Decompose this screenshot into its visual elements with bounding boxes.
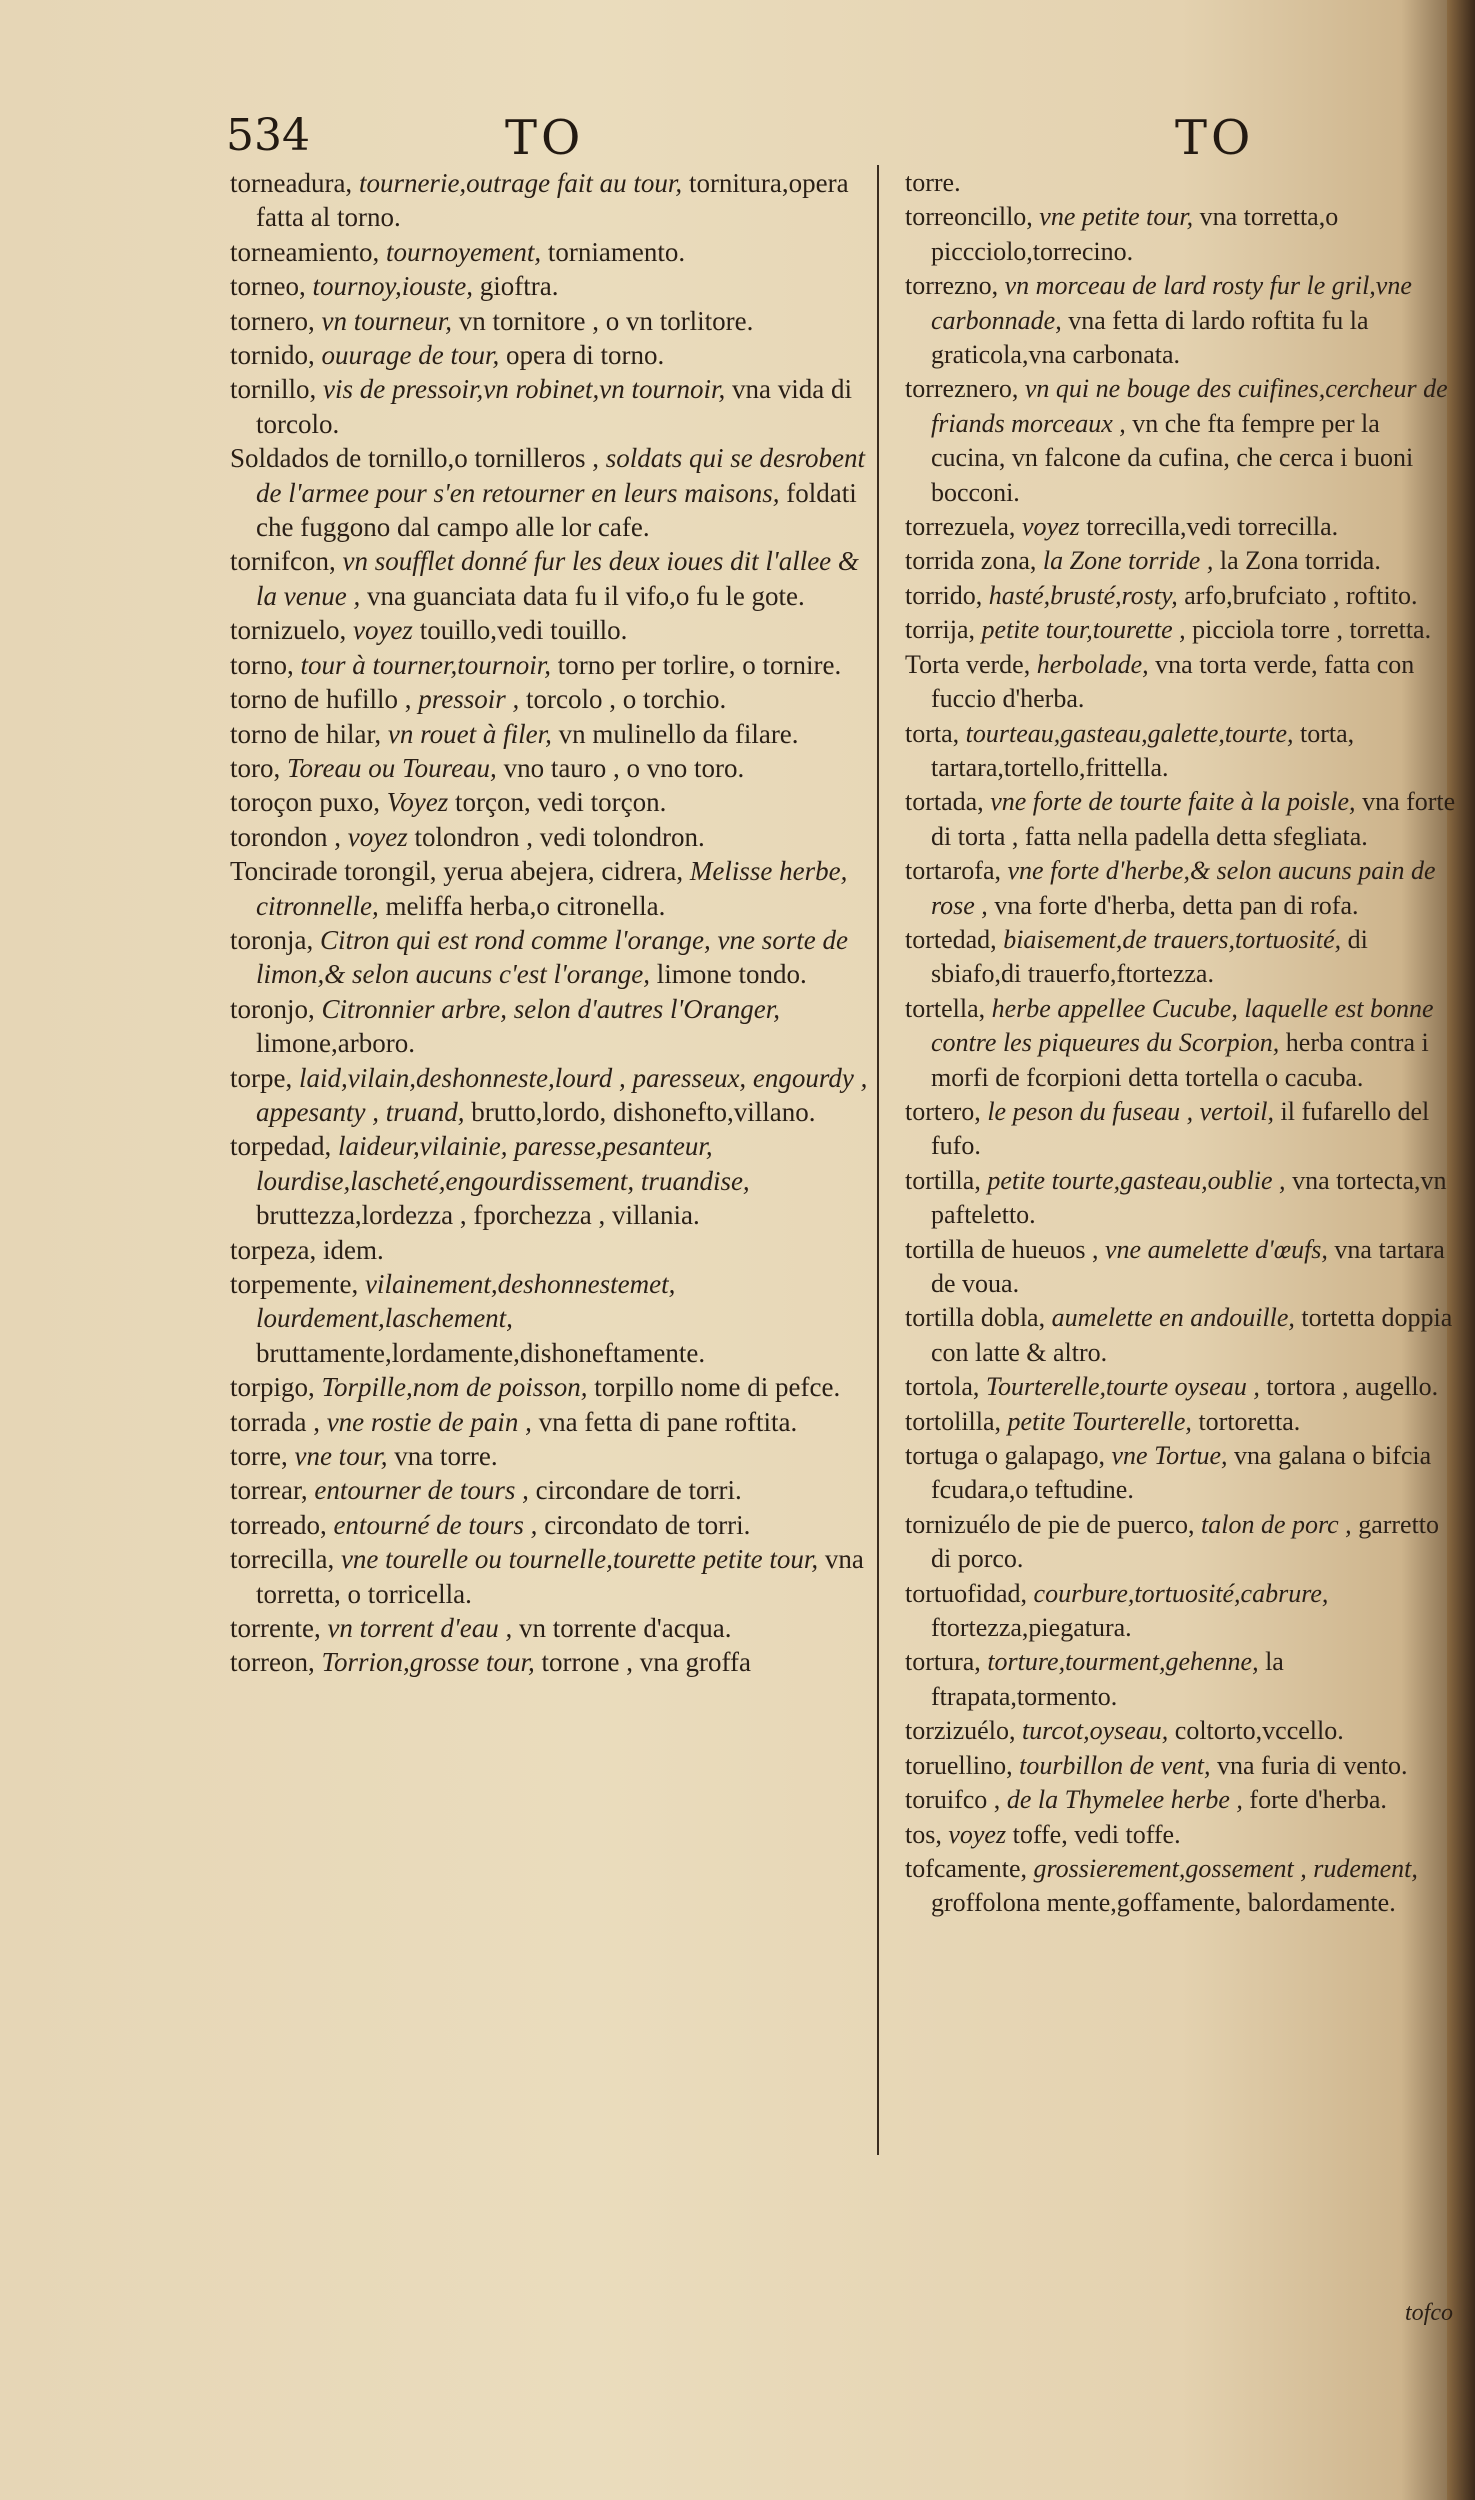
entry-headword: torrente, <box>230 1613 321 1644</box>
entry-italian: vn mulinello da filare. <box>558 718 799 749</box>
dictionary-entry <box>230 1233 870 1267</box>
entry-italian: torta, tartara,tortello,frittella. <box>931 718 1355 782</box>
entry-french: tournoyement, <box>385 236 542 267</box>
entry-italian: toffe, vedi toffe. <box>1012 1819 1181 1849</box>
entry-italian: ftortezza,piegatura. <box>931 1613 1132 1643</box>
entry-italian: la ftrapata,tormento. <box>931 1647 1284 1711</box>
entry-headword: tos, <box>905 1819 942 1849</box>
entry-french: pressoir , <box>418 684 520 715</box>
entry-headword: torrear, <box>230 1475 308 1506</box>
catchword: tofco <box>1405 2300 1453 2326</box>
entry-french: vne aumelette d'œufs, <box>1105 1234 1328 1264</box>
entry-french: laid,vilain,deshonneste,lourd , paresseux, engourdy , appesanty , truand, <box>256 1062 868 1127</box>
entry-headword: toruellino, <box>905 1750 1013 1780</box>
entry-headword: toroçon puxo, <box>230 787 380 818</box>
entry-headword: torno de hilar, <box>230 718 382 749</box>
entry-headword: torrida zona, <box>905 546 1037 576</box>
entry-headword: torneamiento, <box>230 236 380 267</box>
dictionary-entry <box>230 717 870 751</box>
dictionary-entry <box>230 441 870 544</box>
dictionary-entry <box>905 1852 1460 1921</box>
entry-italian: vna forte d'herba, detta pan di rofa. <box>994 890 1359 920</box>
entry-french: voyez <box>352 615 413 646</box>
dictionary-entry <box>905 200 1460 269</box>
dictionary-entry <box>905 510 1460 544</box>
entry-italian: bruttezza,lordezza , fporchezza , villania. <box>256 1200 700 1231</box>
entry-italian: vna galana o bifcia fcudara,o teftudine. <box>931 1441 1432 1505</box>
entry-italian: torrecilla,vedi torrecilla. <box>1086 512 1339 542</box>
entry-headword: torzizuélo, <box>905 1716 1016 1746</box>
entry-italian: meliffa herba,o citronella. <box>385 890 666 921</box>
entry-italian: coltorto,vccello. <box>1174 1716 1344 1746</box>
dictionary-entry <box>905 1439 1460 1508</box>
entry-italian: brutto,lordo, dishonefto,villano. <box>471 1096 816 1127</box>
entry-italian: torcolo , o torchio. <box>526 684 727 715</box>
dictionary-entry <box>230 648 870 682</box>
entry-french: ouurage de tour, <box>321 340 500 371</box>
entry-french: vilainement,deshonnestemet, lourdement,laschement, <box>256 1269 676 1334</box>
entry-italian: limone tondo. <box>656 959 807 990</box>
entry-french: hasté,brusté,rosty, <box>988 580 1178 610</box>
entry-french: tourbillon de vent, <box>1019 1750 1211 1780</box>
dictionary-entry <box>230 1405 870 1439</box>
entry-headword: tortuga o galapago, <box>905 1441 1105 1471</box>
entry-headword: torrezuela, <box>905 512 1016 542</box>
entry-headword: tornido, <box>230 340 315 371</box>
entry-french: herbe appellee Cucube, laquelle est bonne contre les piqueures du Scorpion, <box>931 993 1434 1058</box>
entry-italian: torniamento. <box>547 236 686 267</box>
dictionary-entry <box>230 166 870 235</box>
dictionary-entry <box>230 613 870 647</box>
entry-french: vne petite tour, <box>1039 202 1194 232</box>
entry-headword: tortilla dobla, <box>905 1303 1046 1333</box>
entry-headword: torpemente, <box>230 1269 359 1299</box>
entry-headword: tornizuélo de pie de puerco, <box>905 1509 1195 1539</box>
entry-headword: torneo, <box>230 271 306 302</box>
entry-headword: Torta verde, <box>905 649 1031 679</box>
entry-italian: tornitura,opera fatta al torno. <box>256 168 849 233</box>
entry-french: tournoy,iouste, <box>312 271 473 302</box>
entry-italian: garretto di porco. <box>931 1509 1440 1574</box>
entry-headword: tortola, <box>905 1372 980 1402</box>
entry-italian: torno per torlire, o tornire. <box>557 649 842 680</box>
entry-italian: vna torre. <box>394 1441 498 1472</box>
entry-headword: Toncirade torongil, yerua abejera, cidrera, <box>230 856 684 887</box>
entry-headword: toro, <box>230 752 281 783</box>
dictionary-entry <box>230 1542 870 1611</box>
entry-french: turcot,oyseau, <box>1021 1716 1169 1746</box>
entry-french: tour à tourner,tournoir, <box>300 649 552 680</box>
entry-italian: vna torretta, o torricella. <box>256 1544 864 1609</box>
entry-headword: torrada , <box>230 1406 320 1437</box>
dictionary-entry <box>905 992 1460 1095</box>
entry-headword: torno, <box>230 649 294 680</box>
entry-italian: tortora , augello. <box>1266 1372 1439 1402</box>
entry-headword: tortilla de hueuos , <box>905 1234 1099 1264</box>
entry-italian: circondare de torri. <box>535 1475 742 1506</box>
right-column <box>905 166 1460 1921</box>
entry-italian: vna forte di torta , fatta nella padella detta sfegliata. <box>931 787 1456 851</box>
entry-french: de la Thymelee herbe , <box>1006 1785 1243 1815</box>
entry-headword: tortarofa, <box>905 856 1002 886</box>
entry-headword: torrezno, <box>905 271 999 301</box>
dictionary-entry <box>230 682 870 716</box>
dictionary-entry <box>230 1267 870 1370</box>
dictionary-entry <box>905 544 1460 578</box>
entry-headword: torpigo, <box>230 1372 315 1403</box>
entry-italian: il fufarello del fufo. <box>931 1096 1430 1161</box>
entry-headword: torpeza, <box>230 1234 317 1265</box>
dictionary-entry <box>905 717 1460 786</box>
dictionary-entry <box>905 1164 1460 1233</box>
entry-italian: bruttamente,lordamente,dishoneftamente. <box>256 1337 706 1368</box>
entry-french: entourner de tours , <box>314 1475 529 1506</box>
entry-french: vn rouet à filer, <box>387 718 552 749</box>
entry-french: vne forte de tourte faite à la poisle, <box>990 787 1356 817</box>
entry-headword: Soldados de tornillo,o tornilleros , <box>230 443 599 474</box>
dictionary-entry <box>230 1611 870 1645</box>
entry-italian: torçon, vedi torçon. <box>454 787 667 818</box>
entry-headword: toronjo, <box>230 993 315 1024</box>
entry-headword: torno de hufillo , <box>230 684 412 715</box>
entry-italian: vna guanciata data fu il vifo,o fu le gote. <box>366 580 805 611</box>
column-divider <box>877 165 879 2155</box>
entry-french: Citronnier arbre, selon d'autres l'Oranger, <box>321 993 781 1024</box>
entry-french: vne forte d'herbe,& selon aucuns pain de rose , <box>931 856 1436 920</box>
entry-italian: vna torretta,o piccciolo,torrecino. <box>931 202 1339 266</box>
entry-italian: groffolona mente,goffamente, balordamente. <box>931 1888 1396 1918</box>
entry-french: aumelette en andouille, <box>1051 1303 1295 1333</box>
dictionary-entry <box>905 1095 1460 1164</box>
entry-headword: torpedad, <box>230 1131 332 1162</box>
entry-french: entourné de tours , <box>333 1509 538 1540</box>
entry-french: herbolade, <box>1036 649 1149 679</box>
entry-italian: vn che fta fempre per la cucina, vn falcone da cufina, che cerca i buoni bocconi. <box>931 408 1414 507</box>
entry-headword: tortolilla, <box>905 1406 1002 1436</box>
dictionary-entry <box>230 372 870 441</box>
page-header <box>0 110 1475 170</box>
entry-headword: torrecilla, <box>230 1544 335 1575</box>
dictionary-entry <box>905 372 1460 510</box>
entry-italian: torpillo nome di pefce. <box>594 1372 841 1403</box>
entry-french: vn tourneur, <box>321 305 452 336</box>
entry-headword: torrija, <box>905 615 976 645</box>
entry-french: courbure,tortuosité,cabrure, <box>1033 1578 1329 1608</box>
entry-french: voyez <box>1021 512 1080 542</box>
dictionary-entry <box>905 1577 1460 1646</box>
dictionary-entry <box>230 235 870 269</box>
entry-italian: di sbiafo,di trauerfo,ftortezza. <box>931 924 1368 989</box>
dictionary-entry <box>230 1370 870 1404</box>
dictionary-entry <box>905 854 1460 923</box>
dictionary-entry <box>230 1061 870 1130</box>
dictionary-entry <box>230 1439 870 1473</box>
dictionary-entry <box>905 1714 1460 1748</box>
entry-french: torture,tourment,gehenne, <box>987 1647 1259 1677</box>
entry-headword: torreon, <box>230 1647 315 1678</box>
dictionary-entry <box>230 820 870 854</box>
dictionary-entry <box>230 751 870 785</box>
entry-french: vne rostie de pain , <box>326 1406 532 1437</box>
entry-italian: vna vida di torcolo. <box>256 374 852 439</box>
dictionary-entry <box>905 1645 1460 1714</box>
dictionary-entry <box>905 923 1460 992</box>
entry-french: Torpille,nom de poisson, <box>321 1372 588 1403</box>
entry-french: vn morceau de lard rosty fur le gril,vne carbonnade, <box>931 271 1412 335</box>
entry-headword: toruifco , <box>905 1785 1001 1815</box>
dictionary-entry <box>905 648 1460 717</box>
dictionary-entry <box>230 1645 870 1679</box>
entry-italian: limone,arboro. <box>256 1028 415 1059</box>
entry-italian: picciola torre , torretta. <box>1192 615 1432 645</box>
dictionary-entry <box>230 785 870 819</box>
dictionary-entry <box>905 1749 1460 1783</box>
entry-french: la Zone torride , <box>1042 546 1214 576</box>
entry-headword: tortella, <box>905 993 986 1023</box>
entry-french: vne Tortue, <box>1111 1441 1228 1471</box>
entry-headword: torreado, <box>230 1509 327 1540</box>
dictionary-entry <box>905 166 1460 200</box>
entry-italian: touillo,vedi touillo. <box>419 615 628 646</box>
entry-headword: torneadura, <box>230 168 353 198</box>
entry-headword: torreoncillo, <box>905 202 1033 232</box>
entry-french: petite tourte,gasteau,oublie , <box>987 1165 1286 1195</box>
entry-french: vn torrent d'eau , <box>327 1613 513 1644</box>
page-number: 534 <box>226 110 310 161</box>
dictionary-entry <box>230 338 870 372</box>
entry-headword: torondon , <box>230 821 341 852</box>
entry-french: talon de porc , <box>1201 1509 1352 1539</box>
entry-italian: vna torta verde, fatta con fuccio d'herba. <box>931 649 1415 714</box>
entry-headword: tornizuelo, <box>230 615 347 646</box>
entry-headword: toronja, <box>230 924 314 955</box>
entry-italian: forte d'herba. <box>1249 1785 1387 1815</box>
dictionary-entry <box>905 613 1460 647</box>
entry-italian: vn torrente d'acqua. <box>518 1613 732 1644</box>
entry-french: biaisement,de trauers,tortuosité, <box>1003 924 1342 954</box>
dictionary-entry <box>230 1129 870 1232</box>
entry-italian: gioftra. <box>479 271 559 302</box>
dictionary-entry <box>230 304 870 338</box>
dictionary-entry <box>230 923 870 992</box>
entry-french: vne tour, <box>294 1441 388 1472</box>
entry-french: Citron qui est rond comme l'orange, vne sorte de limon,& selon aucuns c'est l'orange, <box>256 924 848 990</box>
entry-italian: vna fetta di pane roftita. <box>538 1406 798 1437</box>
entry-french: vis de pressoir,vn robinet,vn tournoir, <box>323 374 726 405</box>
dictionary-entry <box>230 992 870 1061</box>
dictionary-entry <box>230 269 870 303</box>
dictionary-entry <box>905 1783 1460 1817</box>
entry-headword: tortura, <box>905 1647 981 1677</box>
header-left-title: TO <box>505 110 585 166</box>
entry-headword: tofcamente, <box>905 1853 1027 1883</box>
entry-italian: herba contra i morfi de fcorpioni detta tortella o cacuba. <box>931 1028 1429 1092</box>
entry-headword: tornillo, <box>230 374 317 405</box>
dictionary-entry <box>905 579 1460 613</box>
entry-headword: tortilla, <box>905 1165 981 1195</box>
entry-italian: vna tartara de voua. <box>931 1234 1445 1298</box>
dictionary-entry <box>230 1473 870 1507</box>
entry-french: tournerie,outrage fait au tour, <box>358 168 683 198</box>
entry-italian: foldati che fuggono dal campo alle lor cafe. <box>256 477 857 543</box>
entry-italian: vno tauro , o vno toro. <box>503 752 745 783</box>
dictionary-entry <box>905 785 1460 854</box>
entry-italian: torre. <box>905 168 961 197</box>
dictionary-entry <box>905 1233 1460 1302</box>
dictionary-entry <box>905 1370 1460 1404</box>
entry-french: voyez <box>948 1819 1007 1849</box>
dictionary-entry <box>905 1508 1460 1577</box>
dictionary-entry <box>905 1301 1460 1370</box>
entry-french: laideur,vilainie, paresse,pesanteur, lourdise,lascheté,engourdissement, truandise, <box>256 1131 750 1196</box>
entry-french: grossierement,gossement , rudement, <box>1033 1853 1418 1883</box>
entry-french: Melisse herbe, citronnelle, <box>256 856 848 921</box>
entry-italian: tortetta doppia con latte & altro. <box>931 1303 1453 1367</box>
entry-french: vn soufflet donné fur les deux ioues dit l'allee & la venue , <box>256 546 859 611</box>
entry-french: tourteau,gasteau,galette,tourte, <box>965 718 1294 748</box>
entry-italian: torrone , vna groffa <box>541 1647 751 1678</box>
entry-italian: arfo,brufciato , roftito. <box>1184 580 1418 610</box>
entry-headword: torre, <box>230 1441 288 1472</box>
dictionary-entry <box>230 544 870 613</box>
entry-italian: vn tornitore , o vn torlitore. <box>458 305 754 336</box>
entry-headword: tortada, <box>905 787 984 817</box>
entry-headword: torpe, <box>230 1062 293 1093</box>
dictionary-entry <box>230 854 870 923</box>
entry-italian: idem. <box>322 1234 384 1265</box>
dictionary-entry <box>905 1405 1460 1439</box>
entry-french: le peson du fuseau , vertoil, <box>987 1096 1274 1126</box>
entry-french: Toreau ou Toureau, <box>287 752 497 783</box>
entry-headword: torta, <box>905 718 960 748</box>
entry-italian: vna furia di vento. <box>1216 1750 1408 1780</box>
entry-french: vne tourelle ou tournelle,tourette petite tour, <box>340 1544 819 1575</box>
entry-italian: circondato de torri. <box>544 1509 751 1540</box>
entry-italian: vna fetta di lardo roftita fu la graticola,vna carbonata. <box>931 305 1369 370</box>
header-right-title: TO <box>1175 110 1255 166</box>
entry-french: petite Tourterelle, <box>1007 1406 1192 1436</box>
entry-french: petite tour,tourette , <box>981 615 1186 645</box>
entry-headword: tortero, <box>905 1096 981 1126</box>
entry-headword: tornero, <box>230 305 315 336</box>
entry-italian: la Zona torrida. <box>1219 546 1381 576</box>
entry-italian: tolondron , vedi tolondron. <box>414 821 705 852</box>
entry-french: voyez <box>347 821 408 852</box>
entry-french: Tourterelle,tourte oyseau , <box>985 1372 1260 1402</box>
entry-headword: torreznero, <box>905 374 1019 404</box>
entry-italian: vna tortecta,vn pafteletto. <box>931 1165 1447 1230</box>
entry-headword: tortedad, <box>905 924 997 954</box>
entry-headword: tortuofidad, <box>905 1578 1028 1608</box>
dictionary-entry <box>905 269 1460 372</box>
dictionary-entry <box>230 1508 870 1542</box>
entry-french: Voyez <box>386 787 449 818</box>
entry-french: vn qui ne bouge des cuifines,cercheur de friands morceaux , <box>931 374 1448 438</box>
entry-italian: opera di torno. <box>506 340 665 371</box>
entry-french: soldats qui se desrobent de l'armee pour s'en retourner en leurs maisons, <box>256 443 865 508</box>
entry-headword: tornifcon, <box>230 546 336 577</box>
entry-french: Torrion,grosse tour, <box>321 1647 535 1678</box>
entry-italian: tortoretta. <box>1198 1406 1301 1436</box>
left-column <box>230 166 870 1680</box>
dictionary-entry <box>905 1818 1460 1852</box>
entry-headword: torrido, <box>905 580 983 610</box>
